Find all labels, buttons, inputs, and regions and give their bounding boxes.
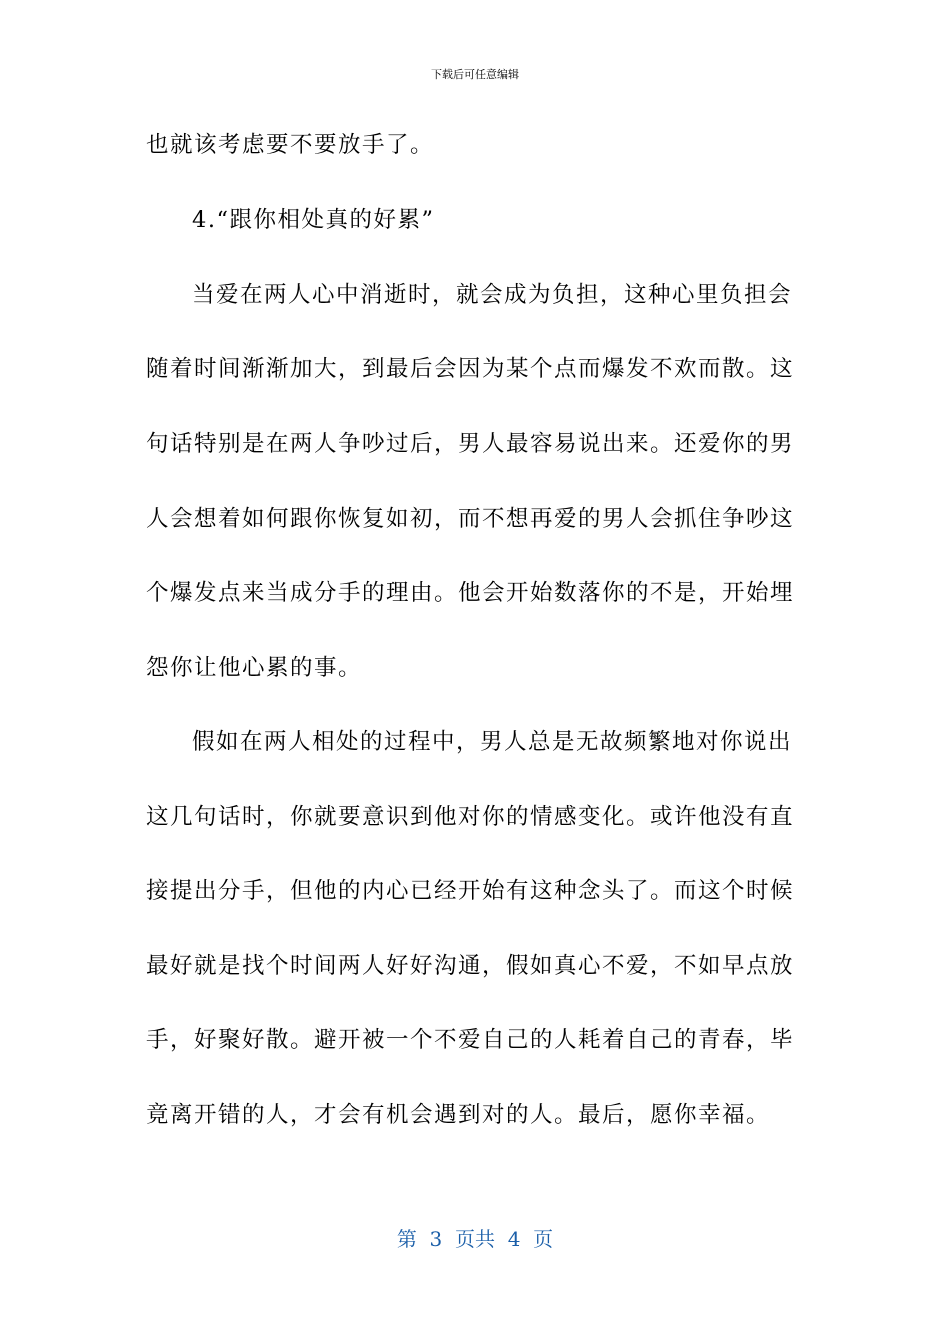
paragraph-line: 当爱在两人心中消逝时，就会成为负担，这种心里负担会 bbox=[192, 282, 793, 308]
paragraph-line: 这几句话时，你就要意识到他对你的情感变化。或许他没有直 bbox=[146, 804, 795, 830]
paragraph-line: 竟离开错的人，才会有机会遇到对的人。最后，愿你幸福。 bbox=[146, 1102, 771, 1128]
section-heading: 4.“跟你相处真的好累” bbox=[192, 207, 435, 233]
page-header: 下载后可任意编辑 bbox=[431, 68, 519, 81]
paragraph-line: 接提出分手，但他的内心已经开始有这种念头了。而这个时候 bbox=[146, 878, 795, 904]
paragraph-line: 假如在两人相处的过程中，男人总是无故频繁地对你说出 bbox=[192, 729, 793, 755]
page-number-footer: 第 3 页共 4 页 bbox=[396, 1227, 554, 1251]
paragraph-line: 个爆发点来当成分手的理由。他会开始数落你的不是，开始埋 bbox=[146, 580, 795, 606]
paragraph-line: 也就该考虑要不要放手了。 bbox=[146, 132, 435, 158]
paragraph-line: 怨你让他心累的事。 bbox=[146, 655, 363, 681]
paragraph-line: 最好就是找个时间两人好好沟通，假如真心不爱，不如早点放 bbox=[146, 953, 795, 979]
paragraph-line: 手，好聚好散。避开被一个不爱自己的人耗着自己的青春，毕 bbox=[146, 1027, 795, 1053]
paragraph-line: 随着时间渐渐加大，到最后会因为某个点而爆发不欢而散。这 bbox=[146, 356, 795, 382]
paragraph-line: 句话特别是在两人争吵过后，男人最容易说出来。还爱你的男 bbox=[146, 431, 795, 457]
paragraph-line: 人会想着如何跟你恢复如初，而不想再爱的男人会抓住争吵这 bbox=[146, 506, 795, 532]
